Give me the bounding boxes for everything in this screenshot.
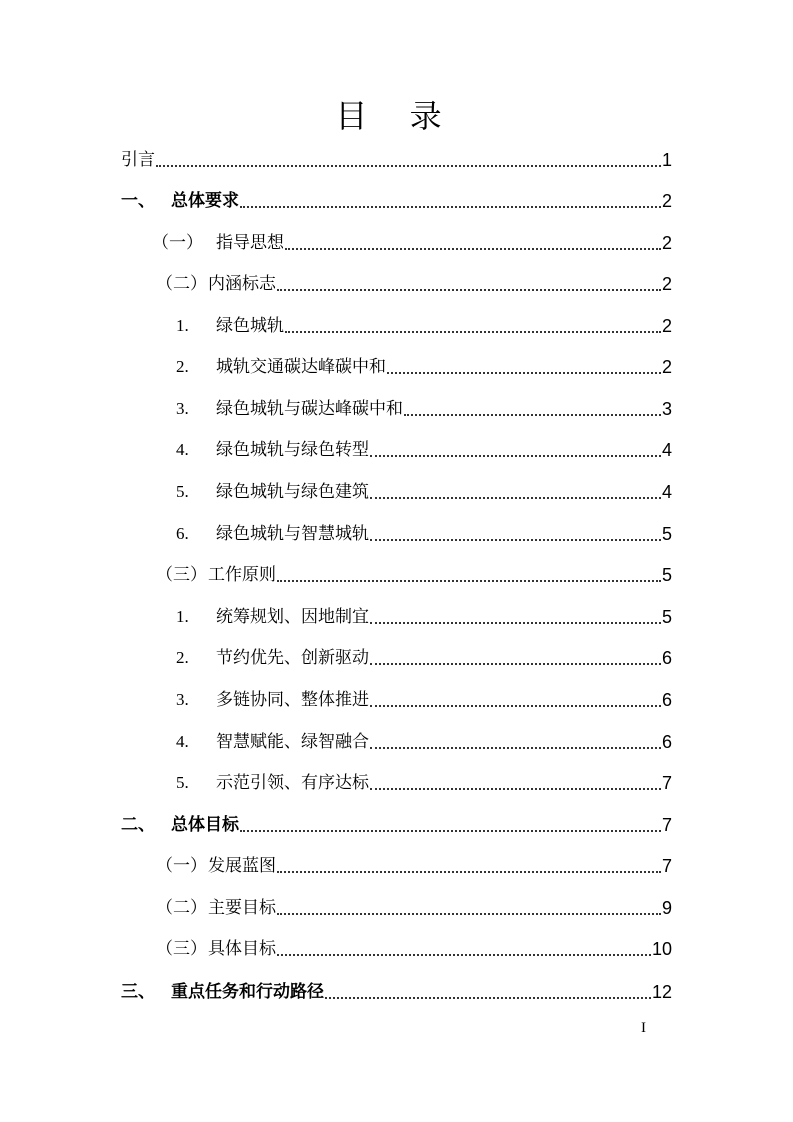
toc-page-number: 7: [661, 815, 672, 835]
dot-leader: [370, 455, 661, 457]
toc-page-number: 2: [661, 274, 672, 294]
toc-entry[interactable]: [176, 434, 672, 462]
toc-entry-text: 工作原则: [208, 565, 276, 585]
toc-page-number: 4: [661, 482, 672, 502]
dot-leader: [370, 539, 661, 541]
dot-leader: [370, 622, 661, 624]
footer-page-number: I: [641, 1020, 646, 1036]
toc-page-number: 6: [661, 690, 672, 710]
toc-page-number: 5: [661, 524, 672, 544]
toc-entry-number: 一、: [121, 191, 155, 210]
toc-entry-text: 城轨交通碳达峰碳中和: [216, 357, 386, 377]
toc-entry[interactable]: [176, 351, 672, 379]
toc-entry[interactable]: [156, 850, 672, 878]
toc-entry-number: 6.: [176, 524, 189, 543]
toc-entry-text: 内涵标志: [208, 274, 276, 294]
toc-entry-number: （二）: [156, 274, 207, 293]
toc-entry-text: 节约优先、创新驱动: [216, 648, 369, 668]
toc-entry-number: 3.: [176, 399, 189, 418]
dot-leader: [387, 372, 661, 374]
toc-page-number: 2: [661, 191, 672, 211]
toc-page-number: 7: [661, 773, 672, 793]
toc-entry[interactable]: [176, 393, 672, 421]
toc-entry-text: 指导思想: [216, 233, 284, 253]
toc-entry-text: 示范引领、有序达标: [216, 773, 369, 793]
toc-entry-number: （一）: [156, 856, 207, 875]
toc-entry[interactable]: [121, 185, 672, 213]
toc-page-number: 2: [661, 316, 672, 336]
dot-leader: [277, 954, 651, 956]
toc-entry-text: 绿色城轨与智慧城轨: [216, 524, 369, 544]
toc-page-number: 5: [661, 607, 672, 627]
toc-entry-number: 5.: [176, 773, 189, 792]
toc-entry[interactable]: [156, 559, 672, 587]
toc-entry[interactable]: [176, 642, 672, 670]
toc-entry-text: 绿色城轨与碳达峰碳中和: [216, 399, 403, 419]
toc-page-number: 5: [661, 565, 672, 585]
toc-entry-number: 3.: [176, 690, 189, 709]
dot-leader: [277, 871, 661, 873]
toc-entry-text: 总体目标: [171, 815, 239, 835]
toc-entry[interactable]: [176, 726, 672, 754]
dot-leader: [285, 248, 661, 250]
toc-entry[interactable]: [121, 144, 672, 172]
dot-leader: [277, 580, 661, 582]
toc-entry-number: 二、: [121, 815, 155, 834]
toc-entry-text: 绿色城轨与绿色转型: [216, 440, 369, 460]
toc-page-number: 2: [661, 233, 672, 253]
toc-page-number: 9: [661, 898, 672, 918]
toc-entry-number: 1.: [176, 607, 189, 626]
dot-leader: [370, 663, 661, 665]
dot-leader: [404, 414, 661, 416]
toc-entry-text: 引言: [121, 150, 155, 170]
toc-entry-number: （三）: [156, 565, 207, 584]
toc-entry[interactable]: [176, 767, 672, 795]
dot-leader: [370, 497, 661, 499]
toc-page-number: 1: [661, 150, 672, 170]
toc-entry[interactable]: [176, 601, 672, 629]
dot-leader: [277, 289, 661, 291]
toc-page-number: 10: [651, 939, 672, 959]
toc-page-number: 12: [651, 982, 672, 1002]
dot-leader: [370, 747, 661, 749]
toc-page-number: 6: [661, 732, 672, 752]
toc-entry-text: 智慧赋能、绿智融合: [216, 732, 369, 752]
toc-entry-number: 三、: [121, 982, 155, 1001]
toc-entry-number: 2.: [176, 648, 189, 667]
dot-leader: [370, 705, 661, 707]
toc-entry-text: 重点任务和行动路径: [171, 982, 324, 1002]
toc-entry-text: 绿色城轨与绿色建筑: [216, 482, 369, 502]
toc-page-number: 2: [661, 357, 672, 377]
toc-entry[interactable]: [156, 892, 672, 920]
toc-entry-number: 2.: [176, 357, 189, 376]
toc-entry-text: 主要目标: [208, 898, 276, 918]
toc-title: 目 录: [335, 97, 458, 135]
dot-leader: [370, 788, 661, 790]
toc-entry[interactable]: [176, 684, 672, 712]
toc-entry[interactable]: [176, 310, 672, 338]
toc-entry-text: 总体要求: [171, 191, 239, 211]
toc-entry-number: 5.: [176, 482, 189, 501]
toc-entry-number: （三）: [156, 939, 207, 958]
toc-entry[interactable]: [156, 933, 672, 961]
toc-entry-text: 多链协同、整体推进: [216, 690, 369, 710]
toc-entry[interactable]: [176, 518, 672, 546]
toc-entry[interactable]: [176, 476, 672, 504]
toc-entry[interactable]: [156, 268, 672, 296]
toc-entry[interactable]: [121, 976, 672, 1004]
toc-entry-number: 1.: [176, 316, 189, 335]
toc-page-number: 3: [661, 399, 672, 419]
toc-entry-text: 发展蓝图: [208, 856, 276, 876]
dot-leader: [240, 830, 661, 832]
toc-entry-text: 统筹规划、因地制宜: [216, 607, 369, 627]
toc-entry-number: （二）: [156, 898, 207, 917]
toc-entry[interactable]: [121, 809, 672, 837]
toc-entry-number: 4.: [176, 732, 189, 751]
dot-leader: [240, 206, 661, 208]
toc-entry-text: 绿色城轨: [216, 316, 284, 336]
dot-leader: [277, 913, 661, 915]
toc-page-number: 7: [661, 856, 672, 876]
dot-leader: [325, 997, 651, 999]
toc-entry[interactable]: [152, 227, 672, 255]
toc-page-number: 4: [661, 440, 672, 460]
dot-leader: [156, 165, 661, 167]
toc-entry-number: （一）: [152, 233, 203, 252]
toc-page-number: 6: [661, 648, 672, 668]
toc-entry-number: 4.: [176, 440, 189, 459]
dot-leader: [285, 331, 661, 333]
toc-entry-text: 具体目标: [208, 939, 276, 959]
